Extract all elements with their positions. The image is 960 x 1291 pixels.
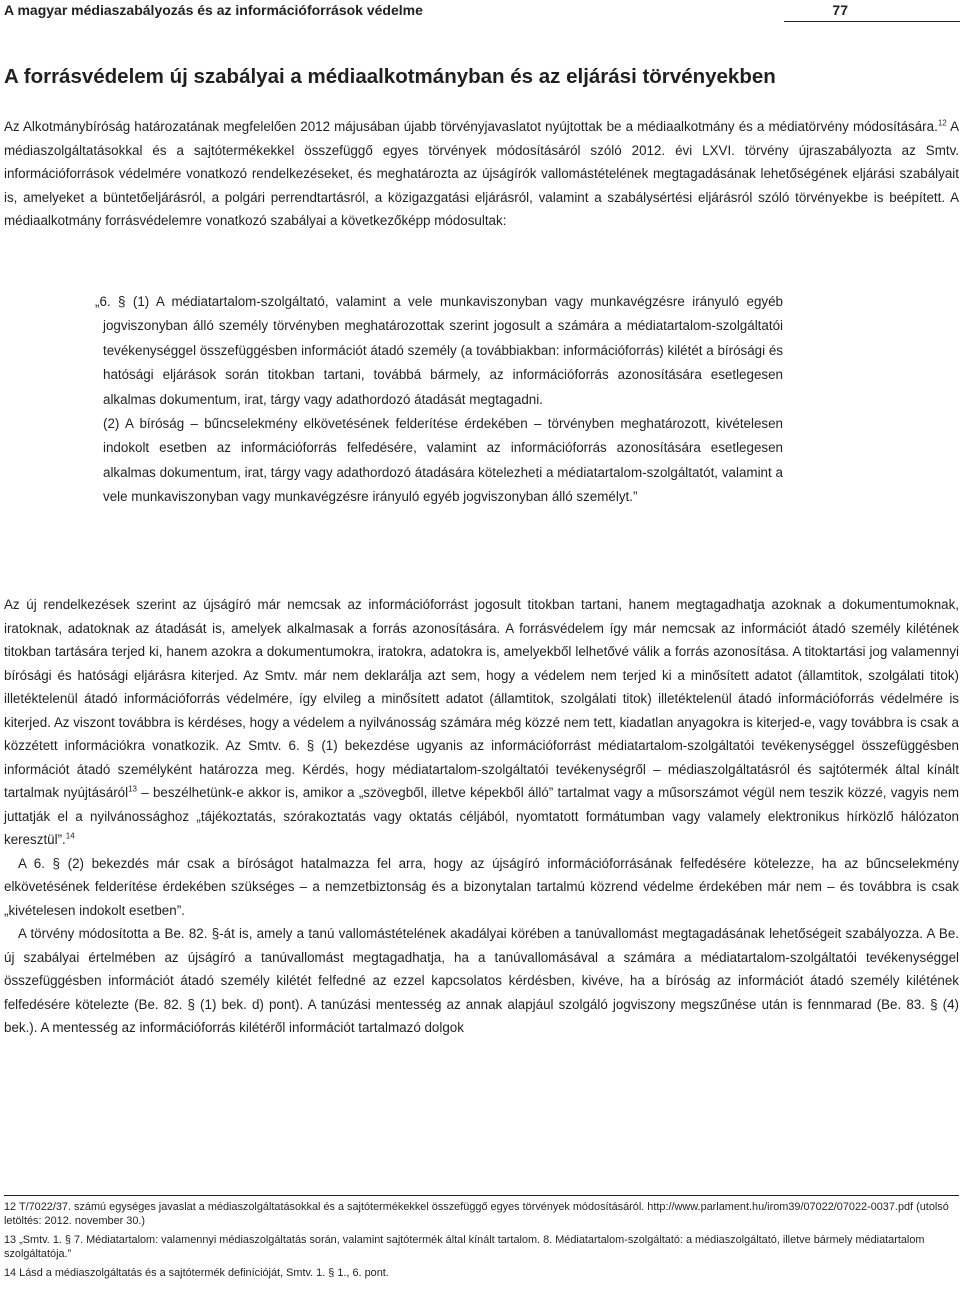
page-number: 77: [832, 2, 848, 18]
body-paragraph-1: [4, 593, 959, 852]
intro-text-before-ref: Az Alkotmánybíróság határozatának megfelelően 2012 májusában újabb törvényjavaslatot nyújtottak be a médiaalkotmány és a médiatörvény módosítására.: [4, 119, 938, 134]
quote-paragraph-2: (2) A bíróság – bűncselekmény elkövetésének felderítése érdekében – törvényben meghatározott, kivételesen indokolt esetben az információforrás felfedésére, valamint az információforrás azonosítására esetlegesen alkalmas dokumentum, irat, tárgy vagy adathordozó átadására kötelezheti a médiatartalom-szolgáltatót, valamint a vele munkaviszonyban vagy munkavégzésre irányuló egyéb jogviszonyban álló személyt.”: [103, 416, 783, 505]
footnotes: [4, 1201, 959, 1287]
main-body: [4, 593, 959, 1040]
footnote-ref-14[interactable]: 14: [65, 831, 75, 841]
footnote-ref-12[interactable]: 12: [937, 118, 947, 128]
running-head: [0, 0, 960, 20]
law-quote: [95, 290, 783, 510]
body-p1-part2: – beszélhetünk-e akkor is, amikor a „szövegből, illetve képekből álló” tartalmat vagy a műsorszámot végül nem teszik közzé, vagyis nem juttatják el a nyilvánossághoz „tájékoztatás, szórakoztatás vagy oktatás céljából, nyomtatott formátumban vagy valamely elektronikus hírközlő hálózaton keresztül”.: [4, 785, 960, 847]
body-paragraph-2: A 6. § (2) bekezdés már csak a bíróságot hatalmazza fel arra, hogy az újságíró információforrásának felfedésére kötelezze, ha az bűncselekmény elkövetésének felderítése érdekében szükséges – a nemzetbiztonság és a bizonytalan tartalmú közrend védelme érdekében már nem – és továbbra is csak „kivételesen indokolt esetben”.: [4, 855, 959, 918]
running-head-title: A magyar médiaszabályozás és az információforrások védelme: [4, 2, 423, 18]
body-p1-part1: Az új rendelkezések szerint az újságíró már nemcsak az információforrást jogosult titokban tartani, hanem megtagadhatja azoknak a dokumentumoknak, iratoknak, adatoknak az átadását is, amelyek alkalmasak a forrás azonosítására. A forrásvédelem így már nemcsak az információt átadó személy kilétének titokban tartására terjed ki, hanem azokra a dokumentumokra, iratokra, adatokra is, amelyekből lelhetővé válik a forrás azonosítása. A titoktartási jog valamennyi bírósági és hatósági eljárásra kiterjed. Az Smtv. már nem deklarálja azt sem, hogy a védelem nem terjed ki a minősített adatot (államtitok, szolgálati titok) illetéktelenül átadó információforrás védelmére, így elvileg a minősített adatot (államtitok, szolgálati titok) illetéktelenül átadó információforrás védelmére is kiterjed. Az viszont továbbra is kérdéses, hogy a védelem a nyilvánosság számára még közzé nem tett, kiadatlan anyagokra is kiterjed-e, vagy továbbra is csak a közzétett információkra vonatkozik. Az Smtv. 6. § (1) bekezdése ugyanis az információforrást médiatartalom-szolgáltatói tevékenységgel összefüggésben információt átadó személyként határozza meg. Kérdés, hogy médiatartalom-szolgáltatói tevékenységről – médiaszolgáltatásról és sajtótermék által kínált tartalmak nyújtásáról: [4, 597, 959, 800]
footnote-14: 14 Lásd a médiaszolgáltatás és a sajtótermék definícióját, Smtv. 1. § 1., 6. pont.: [4, 1267, 389, 1279]
footnote-ref-13[interactable]: 13: [128, 784, 137, 794]
intro-paragraph: [4, 115, 959, 233]
section-heading: A forrásvédelem új szabályai a médiaalkotmányban és az eljárási törvényekben: [4, 65, 776, 88]
body-paragraph-3: A törvény módosította a Be. 82. §-át is, amely a tanú vallomástételének akadályai körében a tanúvallomást megtagadásának lehetőségeit szabályozza. A Be. új szabályai értelmében az újságíró a tanúvallomást megtagadhatja, ha a tanúvallomásával a számára a médiatartalom-szolgáltatói tevékenységgel összefüggésben információt átadó személy kilétét felfedné az ezzel kapcsolatos kérdésben, kivéve, ha a bíróság az információt átadó személy kilétének felfedésére kötelezte (Be. 82. § (1) bek. d) pont). A tanúzási mentesség az annak alapjául szolgáló jogviszony megszűnése után is fennmarad (Be. 83. § (4) bek.). A mentesség az információforrás kilétéről információt tartalmazó dolgok: [4, 926, 959, 1035]
quote-paragraph-1: „6. § (1) A médiatartalom-szolgáltató, valamint a vele munkaviszonyban vagy munkavégzésre irányuló egyéb jogviszonyban álló személy törvényben meghatározottak szerint jogosult a számára a médiatartalom-szolgáltatói tevékenységgel összefüggésben információt átadó személy (a továbbiakban: információforrás) kilétét a bírósági és hatósági eljárások során titokban tartani, továbbá bármely, az információforrás azonosítására esetlegesen alkalmas dokumentum, irat, tárgy vagy adathordozó átadását megtagadni.: [95, 294, 783, 407]
running-head-rule: [784, 21, 960, 22]
footnote-separator: [4, 1195, 959, 1196]
footnote-12: 12 T/7022/37. számú egységes javaslat a médiaszolgáltatásokkal és a sajtótermékekkel összefüggő egyes törvények módosításáról. http://www.parlament.hu/irom39/07022/07022-0037.pdf (utolsó letöltés: 2012. november 30.): [4, 1201, 949, 1227]
footnote-13: 13 „Smtv. 1. § 7. Médiatartalom: valamennyi médiaszolgáltatás során, valamint sajtótermék által kínált tartalom. 8. Médiatartalom-szolgáltató: a médiaszolgáltató, illetve bármely médiatartalom szolgáltatója.”: [4, 1234, 925, 1260]
intro-text-after-ref: A médiaszolgáltatásokkal és a sajtótermékekkel összefüggő egyes törvények módosításáról szóló 2012. évi LXVI. törvény újraszabályozta az Smtv. információforrások védelmére vonatkozó rendelkezéseket, és meghatározta az újságírók vallomástételének megtagadásának lehetőségének eljárási szabályait is, amelyeket a büntetőeljárásról, a polgári perrendtartásról, a közigazgatási eljárásról, valamint a szabálysértési eljárásról szóló törvényekbe is beépített. A médiaalkotmány forrásvédelemre vonatkozó szabályai a következőképp módosultak:: [4, 119, 960, 228]
